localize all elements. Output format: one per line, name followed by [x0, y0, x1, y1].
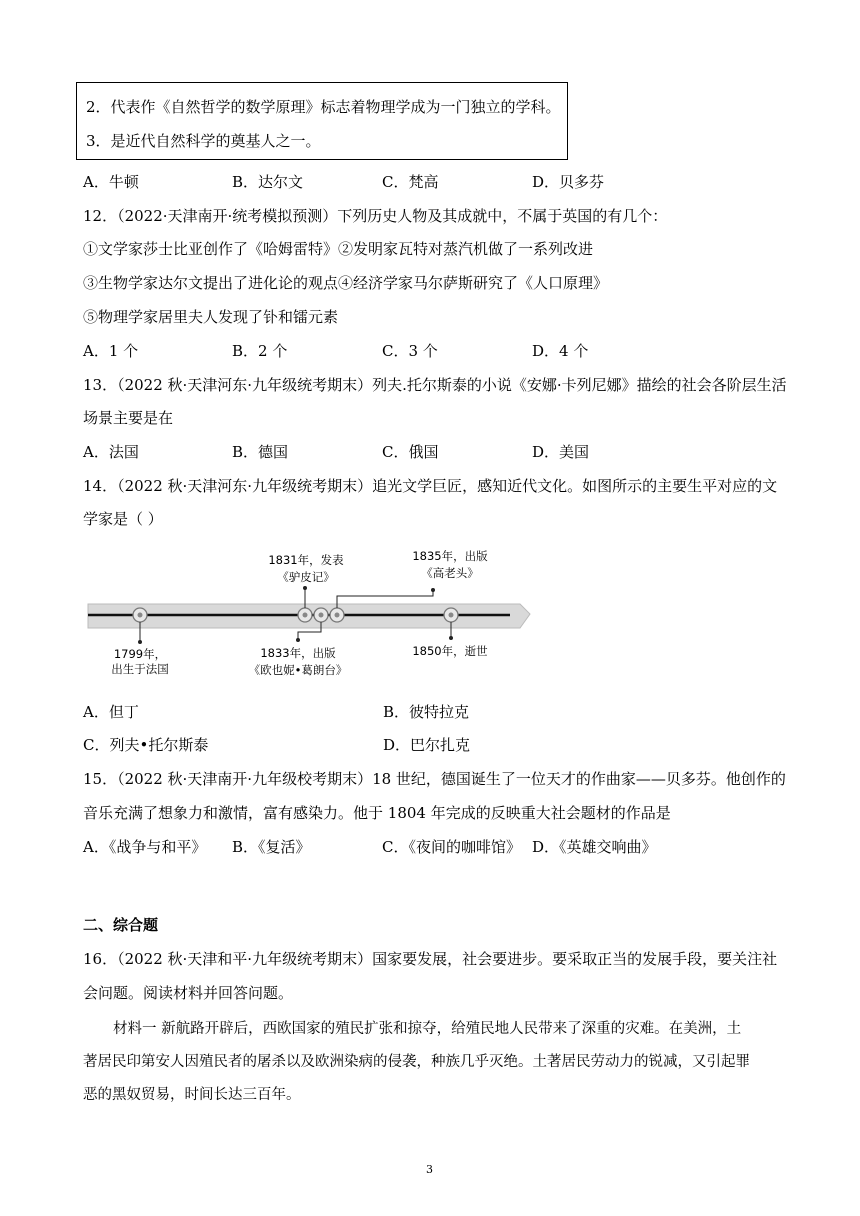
q14-stem-2: 学家是（ ）	[83, 510, 163, 528]
q15-option-a: A．《战争与和平》	[83, 838, 207, 856]
q13-stem-1: 13．（2022 秋·天津河东·九年级统考期末）列夫.托尔斯泰的小说《安娜·卡列尼娜》描绘的社会各阶层生活	[83, 376, 787, 394]
tl-1799-line2: 出生于法国	[111, 662, 169, 676]
q14-option-c: C．列夫•托尔斯泰	[83, 736, 209, 754]
box-line-3: 3．是近代自然科学的奠基人之一。	[86, 132, 321, 150]
tl-1831-line2: 《驴皮记》	[277, 570, 335, 584]
q13-option-a: A．法国	[83, 443, 139, 461]
tl-1835-line2: 《高老头》	[421, 566, 479, 580]
q15-option-c: C．《夜间的咖啡馆》	[382, 838, 521, 856]
q14-option-a: A．但丁	[83, 703, 139, 721]
page-number: 3	[426, 1163, 433, 1176]
tl-1833-line2: 《欧也妮•葛朗台》	[248, 663, 348, 677]
q16-stem-2: 会问题。阅读材料并回答问题。	[83, 984, 294, 1002]
q12-option-b: B．2 个	[232, 342, 288, 360]
tl-1799-line1: 1799年，	[113, 647, 167, 661]
q13-stem-2: 场景主要是在	[83, 409, 174, 427]
q11-option-d: D．贝多芬	[532, 173, 605, 191]
q12-line-1: ①文学家莎士比亚创作了《哈姆雷特》②发明家瓦特对蒸汽机做了一系列改进	[83, 240, 594, 258]
box-line-2: 2．代表作《自然哲学的数学原理》标志着物理学成为一门独立的学科。	[86, 98, 561, 116]
q12-option-a: A．1 个	[83, 342, 139, 360]
tl-1850: 1850年，逝世	[412, 644, 488, 658]
q12-option-c: C．3 个	[382, 342, 438, 360]
tl-1833-line1: 1833年，出版	[260, 646, 336, 660]
q16-material-line-1: 材料一 新航路开辟后，西欧国家的殖民扩张和掠夺，给殖民地人民带来了深重的灾难。在美洲，土	[113, 1021, 742, 1037]
q15-option-d: D．《英雄交响曲》	[532, 838, 657, 856]
q15-stem-2: 音乐充满了想象力和激情，富有感染力。他于 1804 年完成的反映重大社会题材的作品是	[83, 804, 671, 822]
q12-stem: 12．（2022·天津南开·统考模拟预测）下列历史人物及其成就中，不属于英国的有几个：	[83, 207, 668, 225]
q13-option-b: B．德国	[232, 443, 289, 461]
q14-option-d: D．巴尔扎克	[383, 736, 471, 754]
q14-stem-1: 14．（2022 秋·天津河东·九年级统考期末）追光文学巨匠，感知近代文化。如图所示的主要生平对应的文	[83, 477, 778, 495]
q14-option-b: B．彼特拉克	[383, 703, 470, 721]
q11-option-a: A．牛顿	[83, 173, 139, 191]
q12-line-2: ③生物学家达尔文提出了进化论的观点④经济学家马尔萨斯研究了《人口原理》	[83, 274, 609, 292]
q11-option-b: B．达尔文	[232, 173, 304, 191]
q12-option-d: D．4 个	[532, 342, 589, 360]
q13-option-d: D．美国	[532, 443, 590, 461]
q12-line-3: ⑤物理学家居里夫人发现了钋和镭元素	[83, 308, 339, 326]
q13-option-c: C．俄国	[382, 443, 439, 461]
q16-stem-1: 16．（2022 秋·天津和平·九年级统考期末）国家要发展，社会要进步。要采取正当的发展手段，要关注社	[83, 950, 778, 968]
tl-1831-line1: 1831年，发表	[268, 553, 344, 567]
q16-material-line-3: 恶的黑奴贸易，时间长达三百年。	[83, 1087, 301, 1103]
q16-material-line-2: 著居民印第安人因殖民者的屠杀以及欧洲染病的侵袭，种族几乎灭绝。土著居民劳动力的锐减，又引起罪	[83, 1054, 750, 1070]
section-title: 二、综合题	[83, 916, 159, 934]
tl-1835-line1: 1835年，出版	[412, 549, 488, 563]
q15-option-b: B．《复活》	[232, 838, 311, 856]
q11-option-c: C．梵高	[382, 173, 439, 191]
q15-stem-1: 15．（2022 秋·天津南开·九年级校考期末）18 世纪，德国诞生了一位天才的作曲家——贝多芬。他创作的	[83, 770, 786, 788]
